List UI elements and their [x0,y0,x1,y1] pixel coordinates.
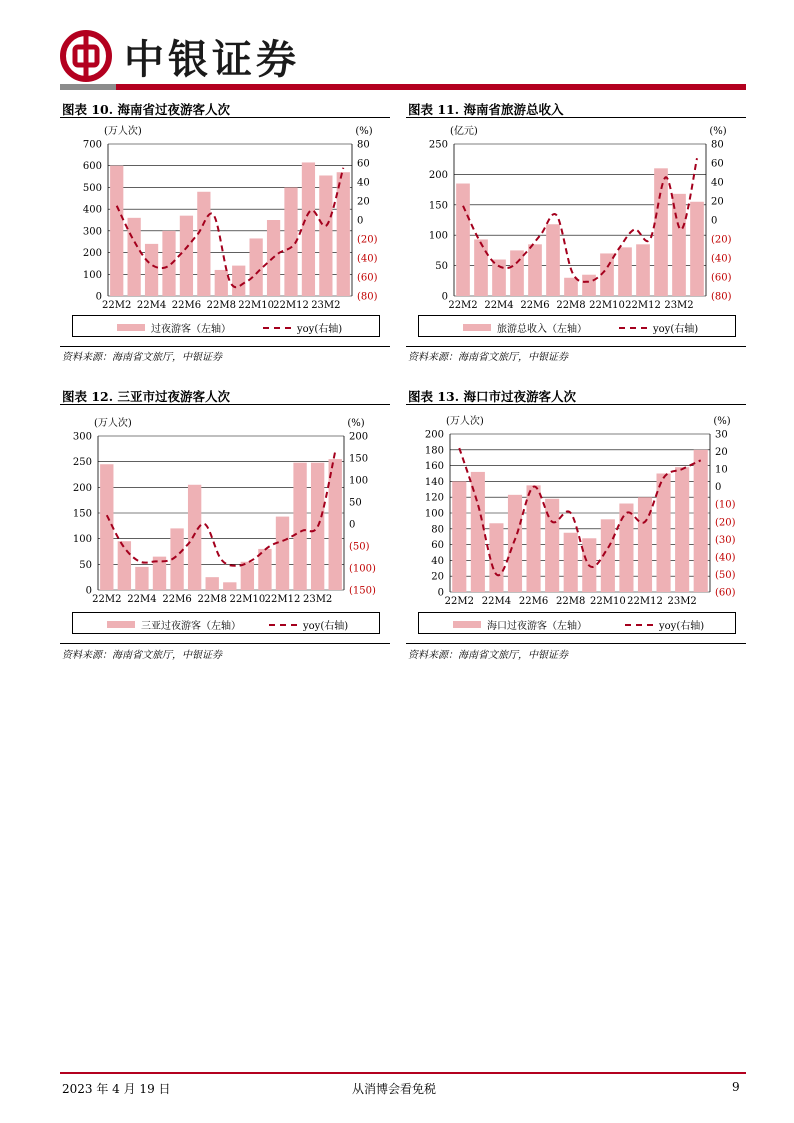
left-tick-label: 160 [424,461,444,473]
right-tick-label: (40) [715,552,736,564]
figure-12-title: 图表 12. 三亚市过夜游客人次 [62,389,230,404]
left-tick-label: 400 [82,204,102,216]
legend-bar-label: 过夜游客（左轴） [151,324,231,335]
unit-right-label: (%) [709,126,727,137]
right-tick-label: 20 [715,447,728,459]
left-tick-label: 50 [435,261,448,273]
bar-22M4 [489,523,503,592]
left-tick-label: 50 [79,559,92,571]
figure-10-legend [72,315,380,337]
bank-of-china-logo-icon [60,30,112,82]
left-tick-label: 500 [82,182,102,194]
legend-bar-label: 旅游总收入（左轴） [497,324,587,335]
bar-22M5 [508,495,522,592]
left-tick-label: 60 [431,540,444,552]
legend-line-item [625,617,704,632]
right-tick-label: 10 [715,464,728,476]
bar-22M12 [276,517,289,590]
right-tick-label: 150 [349,453,369,465]
unit-left-label: (万人次) [94,418,132,429]
left-tick-label: 0 [95,291,102,303]
right-tick-label: (20) [357,234,378,246]
x-tick-label: 23M2 [667,596,697,607]
footer-rule [60,1072,746,1074]
legend-bar-item [107,617,241,632]
bar-22M2 [456,184,470,296]
report-header [60,30,760,82]
x-tick-label: 22M4 [136,300,167,311]
x-tick-label: 22M6 [520,300,550,311]
bar-22M8 [206,577,219,590]
left-tick-label: 150 [428,200,448,212]
right-tick-label: 0 [715,482,722,494]
legend-bar-swatch [463,324,491,331]
figure-11-legend [418,315,736,337]
bar-22M7 [546,224,560,296]
figure-13-top-rule [406,404,746,405]
figure-13-bottom-rule [406,643,746,644]
x-tick-label: 22M10 [238,300,274,311]
footer-date: 2023 年 4 月 19 日 [62,1082,171,1096]
legend-bar-item [463,320,587,335]
x-tick-label: 22M8 [556,300,586,311]
figure-11-source: 资料来源：海南省文旅厅，中银证券 [408,352,568,363]
bar-22M9 [223,582,236,590]
bar-23M1 [293,463,306,590]
bar-23M3 [690,202,704,296]
legend-line-label: yoy(右轴) [653,324,699,335]
figure-10-bottom-rule [60,346,390,347]
legend-line-item [269,617,348,632]
right-tick-label: 0 [357,215,364,227]
x-tick-label: 22M10 [229,594,266,605]
right-tick-label: (80) [357,291,378,303]
x-tick-label: 22M12 [625,300,661,311]
left-tick-label: 200 [424,429,444,441]
bar-22M4 [135,567,148,590]
left-tick-label: 100 [428,230,448,242]
bar-22M10 [241,562,254,590]
bar-22M11 [618,247,632,296]
left-tick-label: 100 [82,269,102,281]
bar-23M3 [337,172,350,296]
bar-22M5 [162,231,175,296]
left-tick-label: 200 [82,248,102,260]
bar-22M2 [452,481,466,592]
x-tick-label: 22M4 [484,300,514,311]
figure-12-legend [72,612,380,634]
unit-right-label: (%) [347,418,365,429]
figure-12-top-rule [60,404,390,405]
left-tick-label: 300 [72,431,92,443]
figure-10-source: 资料来源：海南省文旅厅，中银证券 [62,352,222,363]
right-tick-label: 20 [357,196,370,208]
bar-22M6 [527,485,541,592]
left-tick-label: 80 [431,524,444,536]
left-tick-label: 0 [85,585,92,597]
figure-11-title: 图表 11. 海南省旅游总收入 [408,102,564,117]
left-tick-label: 100 [72,534,92,546]
legend-line-label: yoy(右轴) [297,324,343,335]
bar-23M3 [329,459,342,590]
bar-22M11 [619,504,633,592]
legend-bar-swatch [453,621,481,628]
right-tick-label: 60 [357,158,370,170]
x-tick-label: 22M2 [448,300,478,311]
x-tick-label: 22M2 [444,596,474,607]
x-tick-label: 22M6 [171,300,202,311]
right-tick-label: 80 [357,139,370,151]
x-tick-label: 22M12 [264,594,301,605]
figure-13-legend [418,612,736,634]
x-tick-label: 22M6 [162,594,192,605]
right-tick-label: 80 [711,139,724,151]
x-tick-label: 22M12 [273,300,309,311]
bar-23M3 [694,450,708,592]
right-tick-label: (60) [711,272,732,284]
right-tick-label: (50) [715,569,736,581]
left-tick-label: 0 [437,587,444,599]
right-tick-label: (60) [715,587,736,599]
right-tick-label: (20) [715,517,736,529]
bar-22M5 [510,250,524,296]
bar-22M9 [232,266,245,296]
right-tick-label: (10) [715,499,736,511]
right-tick-label: 40 [711,177,724,189]
figure-11-chart [406,122,746,312]
right-tick-label: (30) [715,534,736,546]
bar-22M7 [188,485,201,590]
bar-22M8 [564,278,578,296]
left-tick-label: 250 [72,457,92,469]
unit-left-label: (亿元) [450,126,478,137]
x-tick-label: 22M2 [102,300,132,311]
bar-22M6 [528,244,542,296]
right-tick-label: (40) [711,253,732,265]
legend-bar-item [117,320,231,335]
bar-22M4 [145,244,158,296]
legend-line-item [263,320,342,335]
x-tick-label: 22M4 [481,596,512,607]
bar-22M3 [118,541,131,590]
legend-line-label: yoy(右轴) [303,621,349,632]
right-tick-label: (40) [357,253,378,265]
figure-10-top-rule [60,117,390,118]
left-tick-label: 200 [428,169,448,181]
left-tick-label: 140 [424,476,444,488]
bar-22M6 [180,216,193,296]
brand-name: 中银证券 [124,36,300,83]
bar-22M9 [582,275,596,296]
x-tick-label: 22M8 [206,300,236,311]
figure-10-title: 图表 10. 海南省过夜游客人次 [62,102,230,117]
legend-bar-swatch [107,621,135,628]
figure-11-top-rule [406,117,746,118]
figure-13-source: 资料来源：海南省文旅厅，中银证券 [408,650,568,661]
figure-13-title: 图表 13. 海口市过夜游客人次 [408,389,576,404]
bar-22M12 [636,244,650,296]
x-tick-label: 23M2 [302,594,333,605]
header-bar-grey [60,84,116,90]
bar-22M4 [492,260,506,296]
left-tick-label: 40 [431,555,444,567]
unit-left-label: (万人次) [446,416,484,427]
legend-line-swatch [263,327,291,329]
legend-bar-label: 海口过夜游客（左轴） [487,621,587,632]
bar-22M3 [128,218,141,296]
x-tick-label: 22M8 [197,594,227,605]
bar-22M2 [100,464,113,590]
left-tick-label: 100 [424,508,444,520]
x-tick-label: 23M2 [664,300,694,311]
right-tick-label: (60) [357,272,378,284]
footer-doc-title: 从消博会看免税 [352,1082,437,1096]
bar-22M8 [564,533,578,592]
bar-22M3 [474,239,488,296]
left-tick-label: 300 [82,226,102,238]
left-tick-label: 700 [82,139,102,151]
figure-13-chart [406,412,746,608]
header-bar-red [116,84,746,90]
x-tick-label: 23M2 [311,300,341,311]
bar-22M2 [110,166,123,296]
left-tick-label: 120 [424,492,444,504]
right-tick-label: 0 [711,215,718,227]
unit-right-label: (%) [713,416,731,427]
bar-23M2 [319,175,332,296]
figure-12-source: 资料来源：海南省文旅厅，中银证券 [62,650,222,661]
footer-page-number: 9 [732,1080,740,1094]
legend-line-swatch [619,327,647,329]
left-tick-label: 20 [431,571,444,583]
left-tick-label: 180 [424,445,444,457]
bar-22M8 [215,270,228,296]
x-tick-label: 22M10 [590,596,626,607]
legend-bar-swatch [117,324,145,331]
legend-line-item [619,320,698,335]
legend-bar-label: 三亚过夜游客（左轴） [141,621,241,632]
figure-11-bottom-rule [406,346,746,347]
x-tick-label: 22M4 [127,594,157,605]
bar-23M1 [302,162,315,296]
bar-23M2 [675,467,689,592]
right-tick-label: 50 [349,497,362,509]
figure-12-chart [60,412,390,608]
right-tick-label: 60 [711,158,724,170]
right-tick-label: 100 [349,475,369,487]
unit-left-label: (万人次) [104,126,142,137]
legend-line-swatch [625,624,653,626]
left-tick-label: 200 [72,482,92,494]
legend-line-swatch [269,624,297,626]
unit-right-label: (%) [355,126,373,137]
x-tick-label: 22M12 [627,596,663,607]
right-tick-label: 40 [357,177,370,189]
x-tick-label: 22M10 [589,300,625,311]
right-tick-label: (50) [349,541,370,553]
bar-22M10 [250,238,263,296]
legend-bar-item [453,617,587,632]
x-tick-label: 22M8 [556,596,586,607]
x-tick-label: 22M6 [518,596,549,607]
right-tick-label: 200 [349,431,369,443]
left-tick-label: 0 [441,291,448,303]
bar-22M7 [197,192,210,296]
right-tick-label: (20) [711,234,732,246]
left-tick-label: 150 [72,508,92,520]
figure-10-chart [60,122,390,312]
left-tick-label: 250 [428,139,448,151]
right-tick-label: (150) [349,585,376,597]
right-tick-label: 20 [711,196,724,208]
x-tick-label: 22M2 [92,594,122,605]
right-tick-label: (80) [711,291,732,303]
figure-12-bottom-rule [60,643,390,644]
left-tick-label: 600 [82,161,102,173]
right-tick-label: (100) [349,563,376,575]
right-tick-label: 0 [349,519,356,531]
right-tick-label: 30 [715,429,728,441]
legend-line-label: yoy(右轴) [659,621,705,632]
